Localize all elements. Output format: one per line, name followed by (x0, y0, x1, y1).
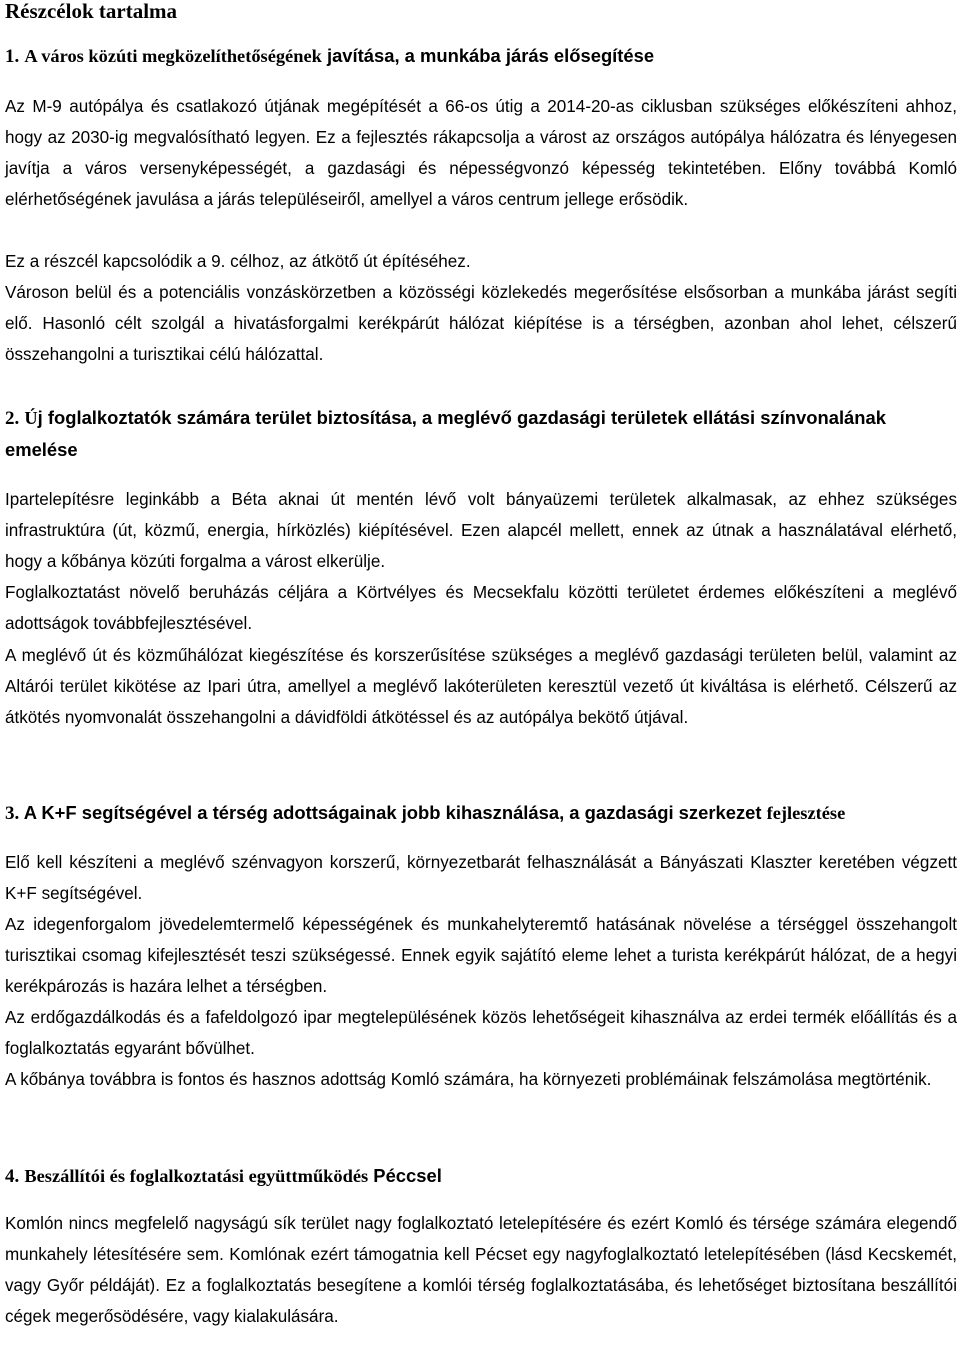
section-4-number: 4. (5, 1166, 20, 1187)
section-2-heading-rest: j foglalkoztatók számára terület biztosítása, a meglévő gazdasági területek ellátási színvonalának emelése (5, 407, 886, 460)
section-2-paragraph-3: A meglévő út és közműhálózat kiegészítése és korszerűsítése szükséges a meglévő gazdasági területen belül, valamint az Altárói terület kikötése az Ipari útra, amellyel a meglévő lakóterületen keresztül vezető út kiváltása is elérhető. Célszerű az átkötés nyomvonalát összehangolni a dávidföldi átkötéssel és az autópálya bekötő útjával. (5, 646, 957, 727)
section-3-paragraph-3: Az erdőgazdálkodás és a fafeldolgozó ipar megtelepülésének közös lehetőségeit kihasználva az erdei termék előállítás és a foglalkoztatás egyaránt bővülhet. (5, 1008, 957, 1058)
section-1-heading-rest: javítása, a munkába járás elősegítése (326, 45, 655, 66)
section-4-paragraph-1: Komlón nincs megfelelő nagyságú sík terület nagy foglalkoztató letelepítésére és ezért Komló és térsége számára elegendő munkahely létesítésére sem. Komlónak ezért támogatnia kell Pécset egy nagyfoglalkoztató letelepítésében (lásd Kecskemét, vagy Győr példáját). Ez a foglalkoztatás besegítene a komlói térség foglalkoztatásába, és lehetőséget biztosítana beszállítói cégek megerősödésére, vagy kialakulására. (5, 1214, 957, 1326)
section-3-heading-tail: fejlesztése (766, 803, 846, 823)
section-4-heading (5, 1160, 442, 1192)
section-4-heading-serif: Beszállítói és foglalkoztatási együttműködés (24, 1166, 369, 1186)
section-2-heading (5, 402, 957, 465)
section-1-paragraph-1: Az M-9 autópálya és csatlakozó útjának megépítését a 66-os útig a 2014-20-as ciklusban szükséges előkészíteni ahhoz, hogy az 2030-ig megvalósítható legyen. Ez a fejlesztés rákapcsolja a várost az országos autópálya hálózatra és lényegesen javítja a város versenyképességét, a gazdasági és népességvonzó képesség tekintetében. Előny továbbá Komló elérhetőségének javulása a járás településeiről, amellyel a város centrum jellege erősödik. (5, 97, 957, 209)
section-2-paragraph-1: Ipartelepítésre leginkább a Béta aknai út mentén lévő volt bányaüzemi területek alkalmasak, az ehhez szükséges infrastruktúra (út, közmű, energia, hírközlés) kiépítésével. Ezen alapcél mellett, ennek az útnak a használatával elérhető, hogy a kőbánya közúti forgalma a várost elkerülje. (5, 490, 957, 571)
section-2-number: 2. (5, 408, 20, 429)
section-3-paragraph-1: Elő kell készíteni a meglévő szénvagyon korszerű, környezetbarát felhasználását a Bányászati Klaszter keretében végzett K+F segítségével. (5, 853, 957, 903)
section-4-heading-rest: Péccsel (373, 1165, 442, 1186)
section-1-number: 1. (5, 46, 20, 67)
section-1-heading (5, 40, 654, 72)
section-2-paragraph-2: Foglalkoztatást növelő beruházás céljára a Körtvélyes és Mecsekfalu közötti területet érdemes előkészíteni a meglévő adottságok továbbfejlesztésével. (5, 583, 957, 633)
document-title: Részcélok tartalma (5, 0, 178, 23)
section-3-heading (5, 797, 845, 829)
section-3-paragraph-2: Az idegenforgalom jövedelemtermelő képességének és munkahelyteremtő hatásának növelése a térséggel összehangolt turisztikai csomag kifejlesztését teszi szükségessé. Ennek egyik sajátító eleme lehet a turista kerékpárút hálózat, de a hegyi kerékpározás is hazára lelhet a térségben. (5, 915, 957, 996)
section-3-paragraph-4: A kőbánya továbbra is fontos és hasznos adottság Komló számára, ha környezeti problémáinak felszámolása megtörténik. (5, 1070, 932, 1089)
section-3-heading-main: A K+F segítségével a térség adottságainak jobb kihasználása, a gazdasági szerkezet (23, 802, 762, 823)
section-1-heading-serif: A város közúti megközelíthetőségének (24, 46, 322, 66)
section-1-paragraph-3: Városon belül és a potenciális vonzáskörzetben a közösségi közlekedés megerősítése elsősorban a munkába járást segíti elő. Hasonló célt szolgál a hivatásforgalmi kerékpárút hálózat kiépítése is a térségben, azonban ahol lehet, célszerű összehangolni a turisztikai célú hálózattal. (5, 283, 957, 364)
section-1-paragraph-2: Ez a részcél kapcsolódik a 9. célhoz, az átkötő út építéséhez. (5, 252, 471, 271)
section-3-number: 3. (5, 803, 20, 824)
section-2-heading-serif: Ú (24, 408, 38, 428)
